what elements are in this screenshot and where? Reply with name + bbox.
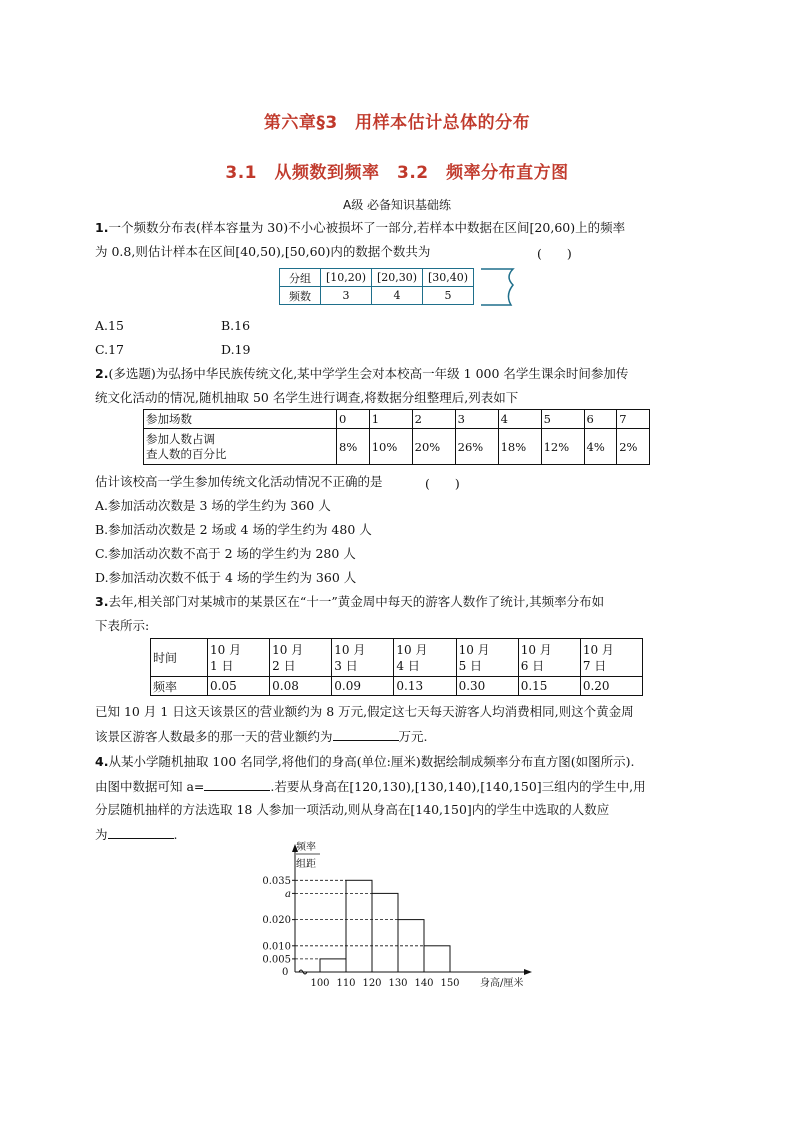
q2-cell: 18% (498, 429, 541, 465)
y-tick-label: a (285, 888, 291, 900)
q3-cell: 0.08 (270, 677, 332, 696)
q2-cell: 4% (584, 429, 617, 465)
q3-line2: 下表所示: (95, 618, 150, 633)
q3-text4b: 万元. (398, 729, 428, 744)
q1-option-c: C.17 (95, 342, 124, 357)
q2-cell: 1 (369, 410, 412, 429)
q2-line2: 统文化活动的情况,随机抽取 50 名学生进行调查,将数据分组整理后,列表如下 (95, 390, 519, 405)
q3-cell: 频率 (151, 677, 208, 696)
q1-line2: 为 0.8,则估计样本在区间[40,50),[50,60)内的数据个数共为 (95, 244, 431, 259)
q3-cell: 0.20 (580, 677, 642, 696)
q3-line3: 已知 10 月 1 日这天该景区的营业额约为 8 万元,假定这七天每天游客人均消费相同,则这个黄金周 (95, 704, 634, 719)
page-title: 第六章§3 用样本估计总体的分布 (263, 113, 531, 133)
q3-answer-blank[interactable] (333, 726, 399, 741)
q1-cell: 4 (372, 287, 423, 305)
q3-day-date: 7 日 (582, 658, 607, 673)
q4-line1 (95, 752, 634, 772)
q1-cell: 5 (423, 287, 474, 305)
q2-row-label (144, 429, 337, 465)
q4-text1: 从某小学随机抽取 100 名同学,将他们的身高(单位:厘米)数据绘制成频率分布直方图(如图所示). (108, 754, 635, 769)
x-tick-label: 100 (310, 978, 330, 989)
q1-cell: 分组 (280, 269, 321, 287)
y-label-top: 频率 (296, 842, 316, 853)
q2-answer-paren: ( ) (425, 476, 460, 491)
q3-day-cell (270, 639, 332, 677)
q1-cell: 3 (321, 287, 372, 305)
q4-answer-blank-b[interactable] (108, 824, 174, 839)
q2-cell: 4 (498, 410, 541, 429)
q2-cell: 2 (412, 410, 455, 429)
q4-text4b: . (173, 827, 178, 842)
q3-day-month: 10 月 (520, 642, 552, 657)
q1-option-d: D.19 (221, 342, 251, 357)
q3-day-month: 10 月 (458, 642, 490, 657)
q3-cell: 0.13 (394, 677, 456, 696)
q3-text1: 去年,相关部门对某城市的某景区在“十一”黄金周中每天的游客人数作了统计,其频率分布如 (108, 594, 605, 609)
q2-cell: 5 (541, 410, 584, 429)
q3-day-month: 10 月 (396, 642, 428, 657)
frequency-histogram (260, 840, 550, 1000)
y-tick-label: 0.020 (262, 915, 291, 927)
q2-option-c: C.参加活动次数不高于 2 场的学生约为 280 人 (95, 546, 356, 561)
q3-number: 3. (95, 594, 109, 609)
q1-frequency-table (279, 268, 474, 305)
q2-cell: 26% (455, 429, 498, 465)
q2-cell: 20% (412, 429, 455, 465)
q3-day-cell (456, 639, 518, 677)
y-label-bottom: 组距 (296, 859, 316, 870)
x-axis-label: 身高/厘米 (480, 978, 524, 989)
q1-number: 1. (95, 220, 109, 235)
q2-percentage-table (143, 409, 650, 465)
q3-day-cell (394, 639, 456, 677)
y-tick-label: 0.035 (262, 875, 291, 887)
origin-label: 0 (282, 967, 289, 978)
q2-label-line2: 查人数的百分比 (146, 446, 227, 461)
x-tick-label: 140 (414, 978, 434, 989)
q2-cell: 6 (584, 410, 617, 429)
q2-cell: 3 (455, 410, 498, 429)
q3-cell: 0.09 (332, 677, 394, 696)
q2-option-d: D.参加活动次数不低于 4 场的学生约为 360 人 (95, 570, 357, 585)
q3-text4a: 该景区游客人数最多的那一天的营业额约为 (95, 729, 333, 744)
q1-cell: [20,30) (372, 269, 423, 287)
q2-text1: (多选题)为弘扬中华民族传统文化,某中学学生会对本校高一年级 1 000 名学生课余时间参加传 (108, 366, 629, 381)
q4-text2b: .若要从身高在[120,130),[130,140),[140,150]三组内的学生中,用 (270, 779, 646, 794)
q3-line1 (95, 592, 604, 612)
q4-line2 (95, 776, 646, 797)
q3-cell: 0.30 (456, 677, 518, 696)
q3-day-cell (580, 639, 642, 677)
q1-text1: 一个频数分布表(样本容量为 30)不小心被损坏了一部分,若样本中数据在区间[20,60)上的频率 (108, 220, 626, 235)
q2-option-b: B.参加活动次数是 2 场或 4 场的学生约为 480 人 (95, 522, 372, 537)
q3-frequency-table (150, 638, 643, 696)
q3-day-date: 3 日 (334, 658, 358, 673)
q3-day-cell (208, 639, 270, 677)
histogram-bar (424, 946, 450, 972)
histogram-bar (346, 880, 372, 972)
q3-day-month: 10 月 (582, 642, 614, 657)
q1-cell: [10,20) (321, 269, 372, 287)
y-tick-label: 0.010 (262, 941, 291, 953)
histogram-bar (372, 893, 398, 972)
q4-answer-blank-a[interactable] (204, 776, 270, 791)
q3-day-date: 6 日 (520, 658, 545, 673)
q3-day-month: 10 月 (272, 642, 304, 657)
q3-cell: 0.15 (518, 677, 580, 696)
q3-cell: 时间 (151, 639, 208, 677)
q2-cell: 参加场数 (144, 410, 337, 429)
q4-number: 4. (95, 754, 109, 769)
x-tick-label: 110 (336, 978, 356, 989)
q3-line4 (95, 726, 428, 747)
q4-line3: 分层随机抽样的方法选取 18 人参加一项活动,则从身高在[140,150]内的学生中选取的人数应 (95, 802, 610, 817)
q4-text2a: 由图中数据可知 a= (95, 779, 205, 794)
level-heading: A级 必备知识基础练 (342, 198, 452, 212)
q3-day-cell (518, 639, 580, 677)
x-axis-arrow (524, 969, 532, 975)
page-subtitle: 3.1 从频数到频率 3.2 频率分布直方图 (225, 163, 569, 183)
q2-cell: 12% (541, 429, 584, 465)
y-tick-label: 0.005 (262, 954, 291, 966)
torn-edge (479, 267, 519, 307)
x-tick-label: 130 (388, 978, 408, 989)
q1-line1 (95, 218, 625, 238)
histogram-bar (320, 959, 346, 972)
q2-number: 2. (95, 366, 109, 381)
q1-cell: [30,40) (423, 269, 474, 287)
q2-label-line1: 参加人数占调 (146, 431, 215, 446)
q4-line4 (95, 824, 178, 845)
q2-line1 (95, 364, 628, 384)
q3-day-month: 10 月 (334, 642, 366, 657)
q4-text4a: 为 (95, 827, 108, 842)
q1-answer-paren: ( ) (537, 246, 572, 261)
q2-cell: 0 (337, 410, 370, 429)
q2-cell: 7 (617, 410, 650, 429)
x-tick-label: 120 (362, 978, 382, 989)
q2-option-a: A.参加活动次数是 3 场的学生约为 360 人 (95, 498, 331, 513)
q2-cell: 8% (337, 429, 370, 465)
q3-day-cell (332, 639, 394, 677)
q3-day-date: 5 日 (458, 658, 483, 673)
q2-stem: 估计该校高一学生参加传统文化活动情况不正确的是 (95, 474, 383, 489)
q2-cell: 10% (369, 429, 412, 465)
q1-option-a: A.15 (95, 318, 124, 333)
q1-option-b: B.16 (221, 318, 251, 333)
q1-cell: 频数 (280, 287, 321, 305)
q3-day-date: 2 日 (272, 658, 296, 673)
q2-cell: 2% (617, 429, 650, 465)
q3-day-date: 4 日 (396, 658, 420, 673)
q3-day-month: 10 月 (210, 642, 242, 657)
q3-day-date: 1 日 (210, 658, 234, 673)
x-tick-label: 150 (440, 978, 460, 989)
q3-cell: 0.05 (208, 677, 270, 696)
